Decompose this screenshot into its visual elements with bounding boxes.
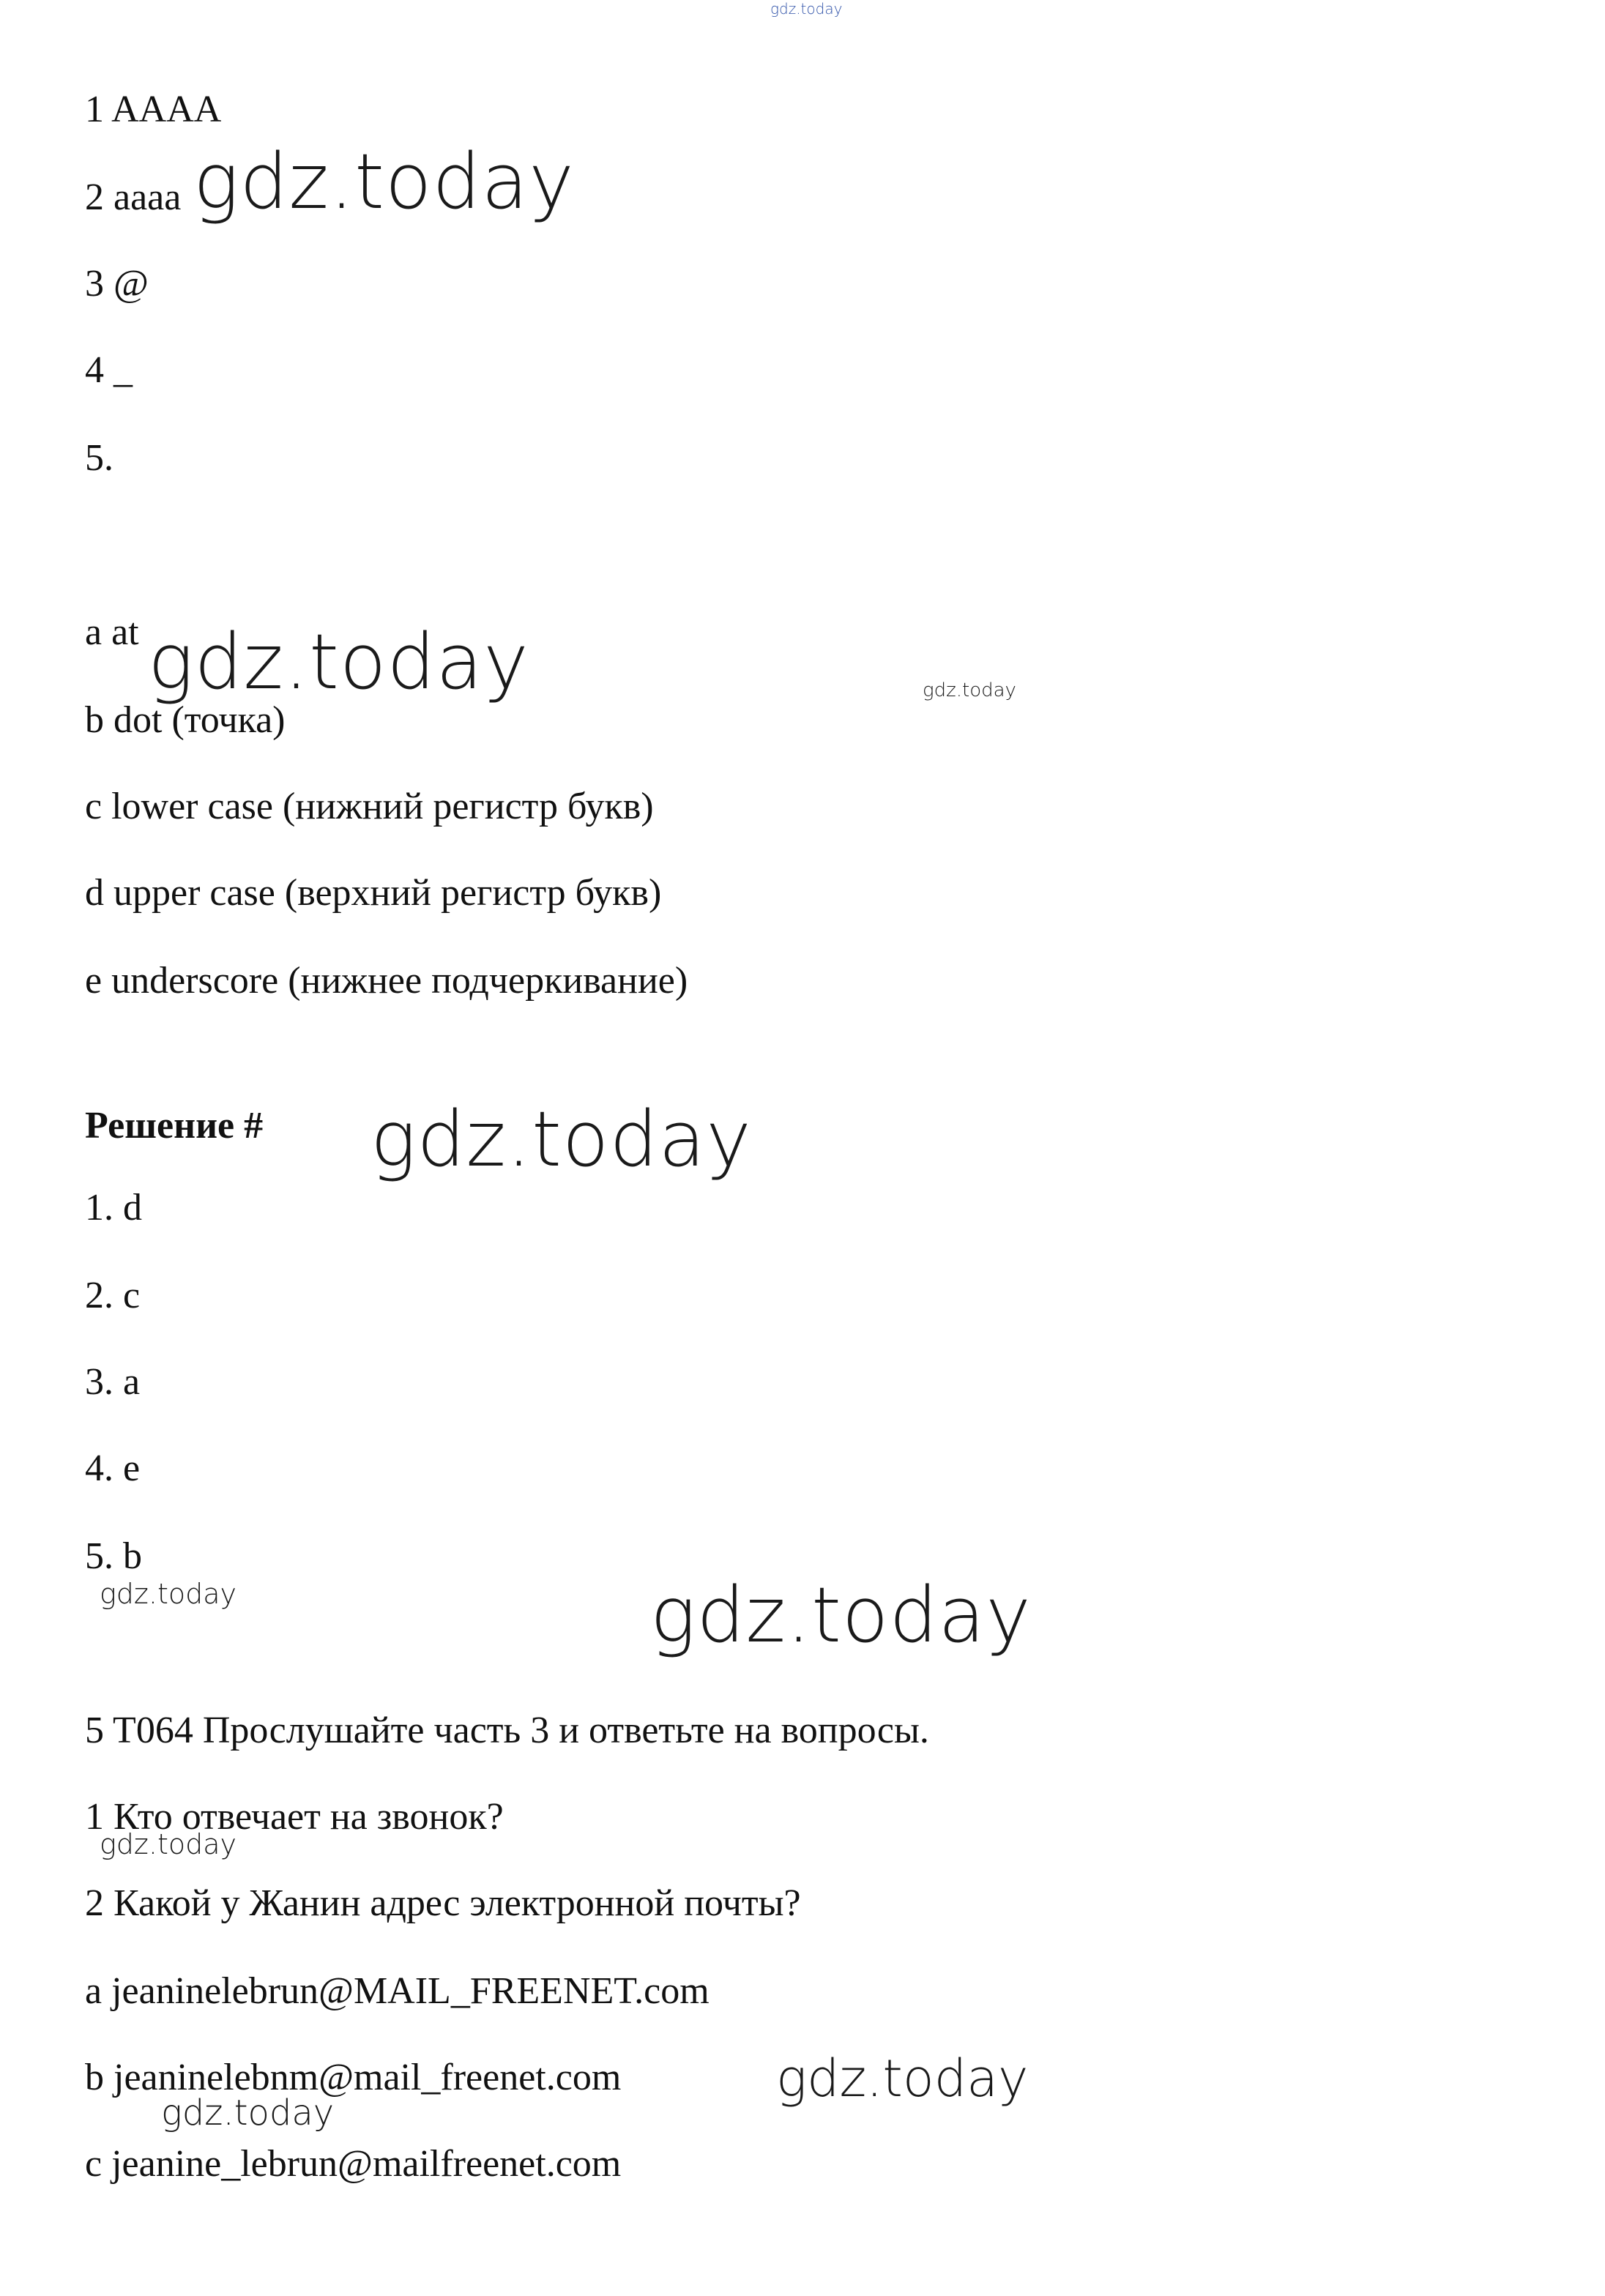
item-1: 1 AAAA [85,89,222,130]
watermark: gdz.today [923,679,1016,701]
task-title: 5 T064 Прослушайте часть 3 и ответьте на вопросы. [85,1710,929,1751]
watermark-top: gdz.today [770,0,843,18]
answer-4: 4. e [85,1447,141,1489]
item-5: 5. [85,437,113,479]
definition-d: d upper case (верхний регистр букв) [85,872,662,914]
watermark: gdz.today [100,1578,237,1610]
watermark: gdz.today [100,1828,237,1860]
answer-5: 5. b [85,1535,142,1577]
option-b: b jeaninelebnm@mail_freenet.com [85,2057,622,2098]
answer-3: 3. a [85,1361,141,1403]
item-4: 4 _ [85,349,133,391]
watermark: gdz.today [776,2049,1029,2109]
option-a: a jeaninelebrun@MAIL_FREENET.com [85,1970,710,2012]
answer-2: 2. c [85,1275,141,1316]
question-1: 1 Кто отвечает на звонок? [85,1796,504,1838]
item-2: 2 aaaa [85,176,182,218]
definition-c: c lower case (нижний регистр букв) [85,786,654,827]
definition-b: b dot (точка) [85,699,286,741]
definition-a: a at [85,611,139,653]
watermark: gdz.today [370,1095,752,1184]
watermark: gdz.today [148,617,529,707]
watermark: gdz.today [650,1570,1032,1660]
item-3: 3 @ [85,263,149,305]
option-c: c jeanine_lebrun@mailfreenet.com [85,2143,622,2185]
watermark: gdz.today [193,137,575,226]
answer-1: 1. d [85,1187,142,1229]
watermark: gdz.today [161,2092,335,2133]
definition-e: e underscore (нижнее подчеркивание) [85,960,688,1002]
question-2: 2 Какой у Жанин адрес электронной почты? [85,1882,801,1924]
solution-heading: Решение # [85,1105,264,1147]
